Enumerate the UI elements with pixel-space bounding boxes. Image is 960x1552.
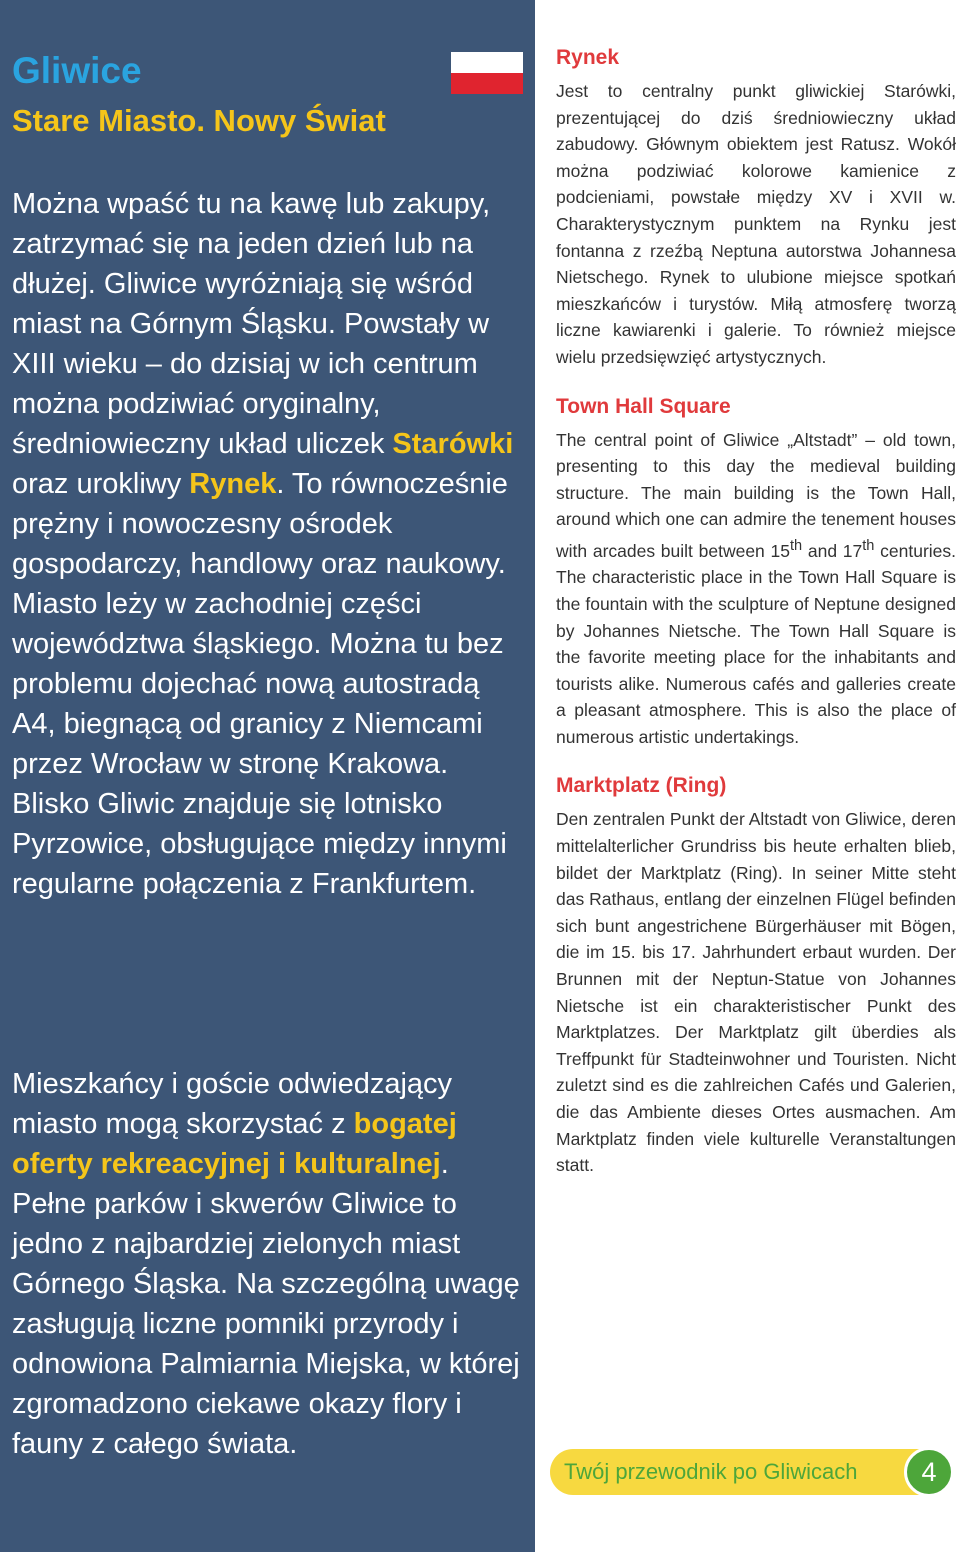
page-subtitle: Stare Miasto. Nowy Świat <box>12 103 386 138</box>
right-column <box>556 44 956 1197</box>
highlight-rynek: Rynek <box>189 468 277 500</box>
footer-text: Twój przewodnik po Gliwicach <box>564 1459 858 1484</box>
page-number: 4 <box>904 1447 954 1497</box>
highlight-oferta: bogatej oferty rekreacyjnej i kulturalnej <box>12 1108 457 1180</box>
paragraph-english: The central point of Gliwice „Altstadt” – old town, presenting to this day the medieval building structure. The main building is the Town Hall, around which one can admire the tenement houses with arcades built between 15th and 17th centuries. The characteristic place in the Town Hall Square is the fountain with the sculpture of Neptune designed by Johannes Nietsche. The Town Hall Square is the favorite meeting place for the inhabitants and tourists alike. Numerous cafés and galleries create a pleasant atmosphere. This is also the place of numerous artistic undertakings. <box>556 429 957 747</box>
heading-town-hall-square: Town Hall Square <box>556 394 731 418</box>
footer-banner <box>550 1449 920 1495</box>
intro-paragraph: Można wpaść tu na kawę lub zakupy, zatrzymać się na jeden dzień lub na dłużej. Gliwice wyróżniają się wśród miast na Górnym Śląsku. Powstały w XIII wieku – do dzisiaj w ich centrum można podziwiać oryginalny, średniowieczny układ uliczek Starówki oraz urokliwy Rynek. To równocześnie prężny i nowoczesny ośrodek gospodarczy, handlowy oraz naukowy. Miasto leży w zachodniej części województwa śląskiego. Można tu bez problemu dojechać nową autostradą A4, biegnącą od granicy z Niemcami przez Wrocław w stronę Krakowa. Blisko Gliwic znajduje się lotnisko Pyrzowice, obsługujące między innymi regularne połączenia z Frankfurtem. <box>12 188 514 900</box>
page-title: Gliwice <box>12 50 142 91</box>
paragraph-german: Den zentralen Punkt der Altstadt von Gliwice, deren mittelalterlicher Grundriss bis heute erhalten blieb, bildet der Marktplatz (Ring). In seiner Mitte steht das Rathaus, entlang der einzelnen Flügel befinden sich bunt angestrichene Bürgerhäuser mit Bögen, die im 15. bis 17. Jahrhundert erbaut wurden. Der Brunnen mit der Neptun-Statue von Johannes Nietsche ist ein charakteristischer Punkt des Marktplatzes. Der Marktplatz gilt überdies als Treffpunkt für Stadteinwohner und Touristen. Nicht zuletzt sind es die zahlreichen Cafés und Galerien, die das Ambiente dieses Ortes ausmachen. Am Marktplatz finden viele kulturelle Veranstaltungen statt. <box>556 809 956 1176</box>
heading-marktplatz: Marktplatz (Ring) <box>556 774 727 798</box>
poland-flag-icon <box>451 52 523 94</box>
recreation-paragraph: Mieszkańcy i goście odwiedzający miasto mogą skorzystać z bogatej oferty rekreacyjnej i kulturalnej. Pełne parków i skwerów Gliwice to jedno z najbardziej zielonych miast Górnego Śląska. Na szczególną uwagę zasługują liczne pomniki przyrody i odnowiona Palmiarnia Miejska, w której zgromadzono ciekawe okazy flory i fauny z całego świata. <box>12 1068 520 1460</box>
highlight-starowki: Starówki <box>392 428 514 460</box>
paragraph-polish: Jest to centralny punkt gliwickiej Starówki, prezentującej do dziś średniowieczny układ zabudowy. Głównym obiektem jest Ratusz. Wokół można podziwiać kolorowe kamienice z podcieniami, powstałe między XV i XVII w. Charakterystycznym punktem na Rynku jest fontanna z rzeźbą Neptuna autorstwa Johannesa Nietschego. Rynek to ulubione miejsce spotkań mieszkańców i turystów. Miłą atmosferę tworzą liczne kawiarenki i galerie. To również miejsce wielu przedsięwzięć artystycznych. <box>556 81 956 367</box>
heading-rynek: Rynek <box>556 46 620 69</box>
